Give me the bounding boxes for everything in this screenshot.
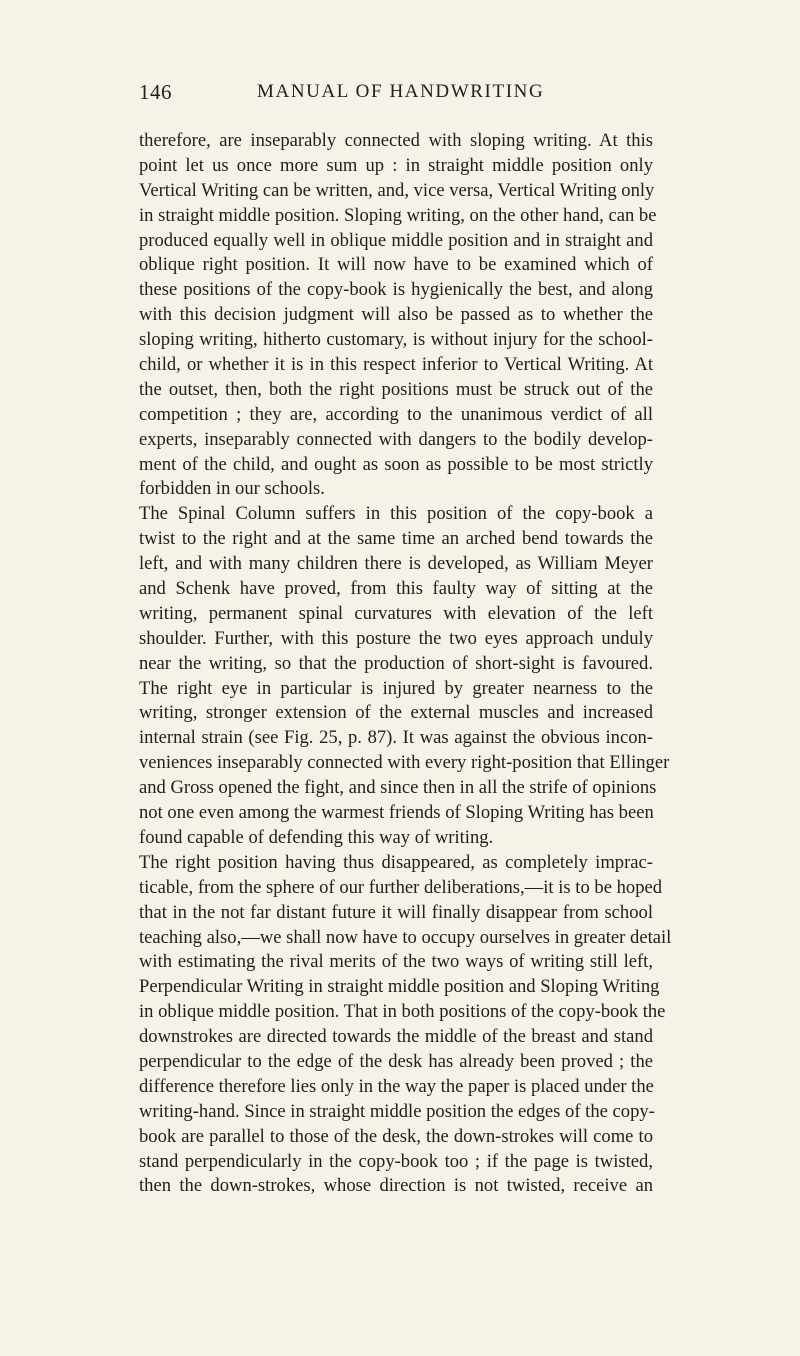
text-line: writing, permanent spinal curvatures with elevation of the left <box>139 602 653 624</box>
text-line: writing-hand. Since in straight middle position the edges of the copy- <box>139 1100 655 1122</box>
text-line: writing, stronger extension of the external muscles and increased <box>139 702 653 724</box>
text-line: downstrokes are directed towards the middle of the breast and stand <box>139 1026 653 1048</box>
text-line: therefore, are inseparably connected with sloping writing. At this <box>139 130 653 151</box>
running-head: MANUAL OF HANDWRITING <box>257 81 545 102</box>
text-line: left, and with many children there is developed, as William Meyer <box>139 553 653 575</box>
text-line: and Schenk have proved, from this faulty way of sitting at the <box>139 578 653 600</box>
text-line: The Spinal Column suffers in this position of the copy-book a <box>139 503 653 525</box>
page-number: 146 <box>139 80 172 104</box>
text-line: with this decision judgment will also be passed as to whether the <box>139 304 653 326</box>
text-line: twist to the right and at the same time an arched bend towards the <box>139 528 653 550</box>
text-line: not one even among the warmest friends of Sloping Writing has been <box>139 802 654 824</box>
text-line: found capable of defending this way of writing. <box>139 826 494 848</box>
text-line: ment of the child, and ought as soon as possible to be most strictly <box>139 453 653 475</box>
text-line: near the writing, so that the production of short-sight is favoured. <box>139 652 653 674</box>
text-line: veniences inseparably connected with every right-position that Ellinger <box>139 752 670 774</box>
text-line: with estimating the rival merits of the two ways of writing still left, <box>139 951 653 973</box>
text-line: in straight middle position. Sloping writing, on the other hand, can be <box>139 204 657 226</box>
text-line: these positions of the copy-book is hygienically the best, and along <box>139 279 653 301</box>
text-line: ticable, from the sphere of our further deliberations,—it is to be hoped <box>139 876 663 898</box>
text-line: competition ; they are, according to the unanimous verdict of all <box>139 403 653 425</box>
text-line: internal strain (see Fig. 25, p. 87). It was against the obvious incon- <box>139 727 653 749</box>
body-text <box>139 129 672 1199</box>
text-line: The right eye in particular is injured by greater nearness to the <box>139 677 653 699</box>
text-line: experts, inseparably connected with dangers to the bodily develop- <box>139 428 653 450</box>
text-line: shoulder. Further, with this posture the two eyes approach unduly <box>139 627 653 649</box>
text-line: the outset, then, both the right positions must be struck out of the <box>139 378 653 400</box>
text-line: stand perpendicularly in the copy-book too ; if the page is twisted, <box>139 1150 653 1172</box>
text-line: The right position having thus disappeared, as completely imprac- <box>139 851 653 873</box>
text-line: Perpendicular Writing in straight middle position and Sloping Writing <box>139 976 660 998</box>
text-line: and Gross opened the fight, and since then in all the strife of opinions <box>139 777 657 799</box>
page-header <box>139 80 647 110</box>
text-line: perpendicular to the edge of the desk has already been proved ; the <box>139 1050 653 1072</box>
text-line: forbidden in our schools. <box>139 478 325 500</box>
text-line: in oblique middle position. That in both positions of the copy-book the <box>139 1001 666 1023</box>
text-line: oblique right position. It will now have to be examined which of <box>139 254 653 276</box>
text-line: teaching also,—we shall now have to occupy ourselves in greater detail <box>139 926 672 948</box>
text-line: child, or whether it is in this respect inferior to Vertical Writing. At <box>139 354 653 376</box>
text-line: Vertical Writing can be written, and, vice versa, Vertical Writing only <box>139 179 655 201</box>
text-line: book are parallel to those of the desk, the down-strokes will come to <box>139 1125 653 1147</box>
text-line: point let us once more sum up : in straight middle position only <box>139 154 653 176</box>
text-line: produced equally well in oblique middle position and in straight and <box>139 229 653 251</box>
text-line: sloping writing, hitherto customary, is without injury for the school- <box>139 329 653 351</box>
text-line: then the down-strokes, whose direction is not twisted, receive an <box>139 1175 653 1197</box>
text-line: that in the not far distant future it will finally disappear from school <box>139 901 653 923</box>
text-line: difference therefore lies only in the way the paper is placed under the <box>139 1075 654 1097</box>
